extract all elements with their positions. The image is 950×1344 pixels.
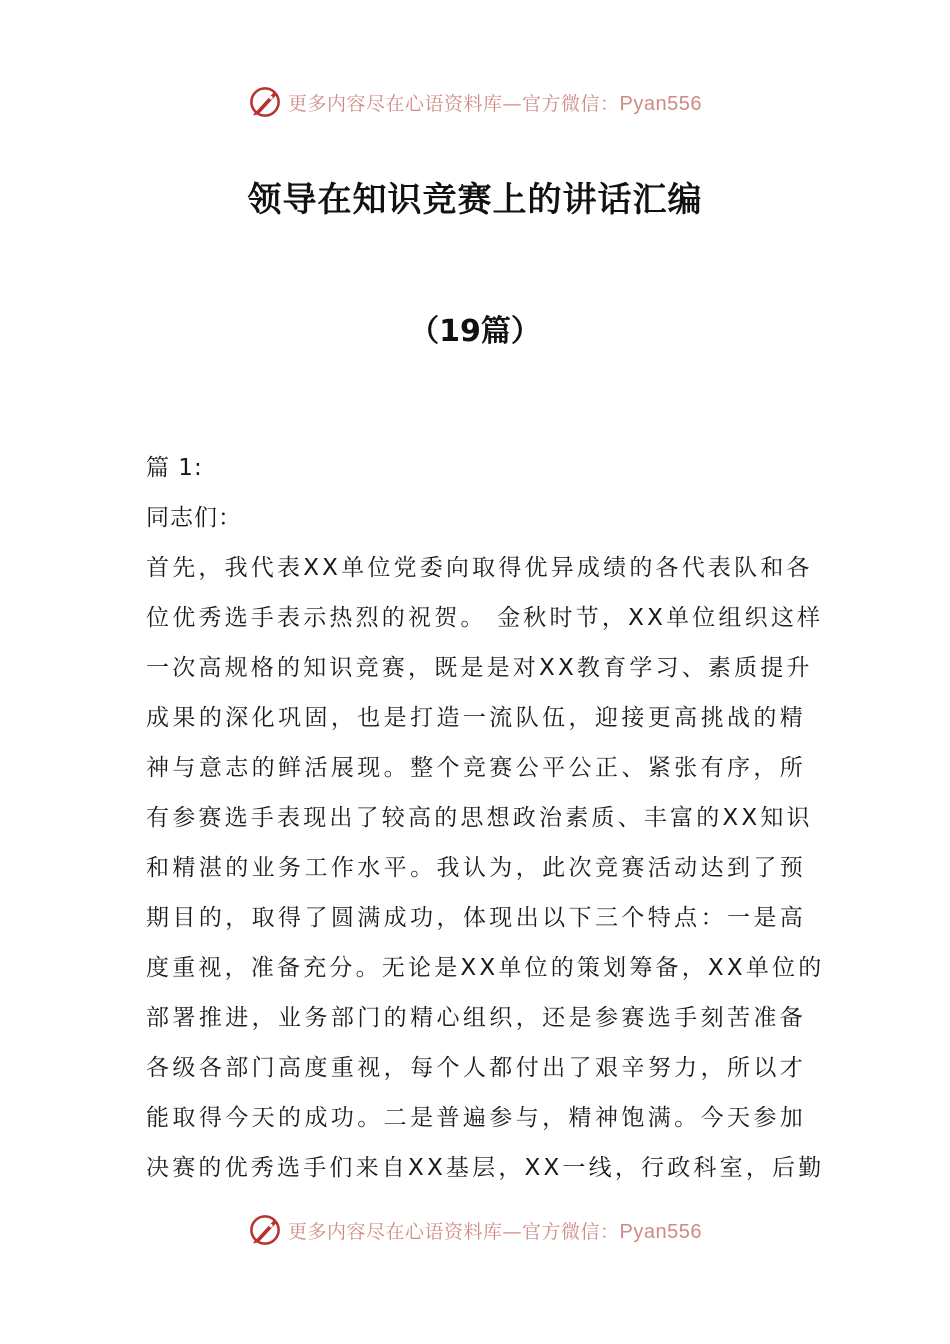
- document-title: 领导在知识竞赛上的讲话汇编: [247, 180, 703, 220]
- body-line: 位优秀选手表示热烈的祝贺。 金秋时节，XX单位组织这样: [146, 605, 824, 631]
- footer-watermark: [0, 1210, 950, 1250]
- watermark-text: 更多内容尽在心语资料库—官方微信：Pyan556: [288, 1220, 702, 1243]
- body-line: 期目的，取得了圆满成功，体现出以下三个特点：一是高: [146, 905, 806, 931]
- body-line: 一次高规格的知识竞赛，既是是对XX教育学习、素质提升: [146, 655, 813, 681]
- document-subtitle: （19篇）: [409, 314, 541, 349]
- body-line: 决赛的优秀选手们来自XX基层，XX一线，行政科室，后勤: [146, 1155, 825, 1181]
- body-line: 能取得今天的成功。二是普遍参与，精神饱满。今天参加: [146, 1105, 806, 1131]
- document-body: [146, 450, 825, 1200]
- body-line: 首先，我代表XX单位党委向取得优异成绩的各代表队和各: [146, 555, 813, 581]
- watermark-wechat-id: Pyan556: [619, 1220, 702, 1243]
- watermark-wechat-id: Pyan556: [619, 92, 702, 115]
- section-label: 篇 1:: [146, 455, 203, 481]
- pen-nib-logo-icon: [248, 85, 282, 119]
- body-line: 成果的深化巩固，也是打造一流队伍，迎接更高挑战的精: [146, 705, 806, 731]
- header-watermark: [0, 82, 950, 122]
- pen-nib-logo-icon: [248, 1213, 282, 1247]
- body-line: 各级各部门高度重视，每个人都付出了艰辛努力，所以才: [146, 1055, 806, 1081]
- body-line: 部署推进，业务部门的精心组织，还是参赛选手刻苦准备: [146, 1005, 806, 1031]
- body-line: 神与意志的鲜活展现。整个竞赛公平公正、紧张有序，所: [146, 755, 806, 781]
- body-line: 度重视，准备充分。无论是XX单位的策划筹备，XX单位的: [146, 955, 825, 981]
- watermark-text: 更多内容尽在心语资料库—官方微信：Pyan556: [288, 92, 702, 115]
- salutation: 同志们：: [146, 505, 242, 531]
- body-line: 有参赛选手表现出了较高的思想政治素质、丰富的XX知识: [146, 805, 813, 831]
- body-line: 和精湛的业务工作水平。我认为，此次竞赛活动达到了预: [146, 855, 806, 881]
